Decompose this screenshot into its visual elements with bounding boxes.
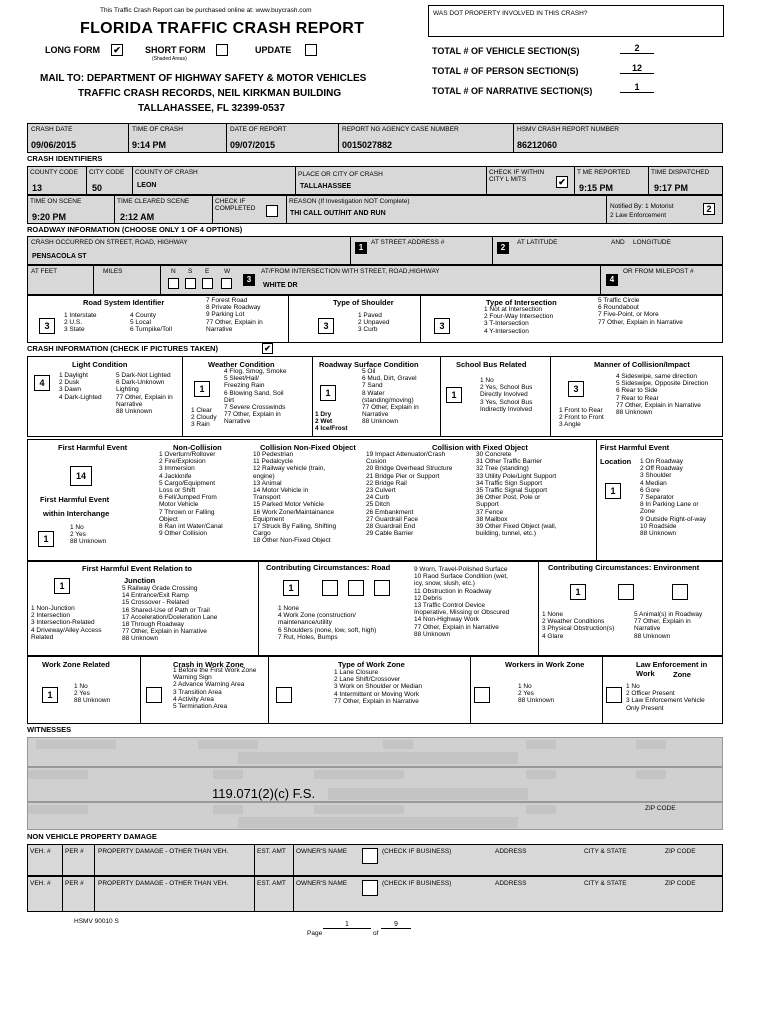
road-system-section xyxy=(27,295,723,343)
road-circ-box-4[interactable] xyxy=(374,580,390,596)
road-circ-box-3[interactable] xyxy=(348,580,364,596)
env-circ-title: Contributing Circumstances: Environment xyxy=(548,563,700,572)
latitude-label: AT LATITUDE xyxy=(517,239,558,246)
fixed-options-a: 19 Impact Attenuator/Crash Cusion 20 Bridge Overhead Structure 21 Bridge Pier or Support 22 Bridge Rail 23 Culvert 24 Curb 25 Ditch 26 Embankment 27 Guardrail Face 28 Guardrail End 29 Cable Barrier xyxy=(366,451,453,538)
interchange-value[interactable]: 1 xyxy=(38,531,54,547)
rsi-options-c: 7 Forest Road 8 Private Roadway 9 Parking Lot 77 Other, Explain in Narrative xyxy=(206,297,263,333)
weather-options-a: 1 Clear 2 Cloudy 3 Rain xyxy=(191,407,217,429)
fixed-title: Collision with Fixed Object xyxy=(432,443,528,452)
city-code[interactable]: 50 xyxy=(92,183,103,193)
notified-1: Notified By: 1 Motorist xyxy=(610,203,674,210)
street-label: CRASH OCCURRED ON STREET, ROAD, HIGHWAY xyxy=(31,239,188,246)
school-bus-options: 1 No 2 Yes, School Bus Directly Involved 3 Yes, School Bus Indirectly Involved xyxy=(480,377,533,413)
dot-property-label: WAS DOT PROPERTY INVOLVED IN THIS CRASH? xyxy=(433,10,588,17)
surface-options-b: 5 Oil 6 Mud, Dirt, Gravel 7 Sand 8 Water (standing/moving) 77 Other, Explain in Narrative 88 Unknown xyxy=(362,368,419,426)
report-date[interactable]: 09/07/2015 xyxy=(230,140,276,150)
at-feet-label: AT FEET xyxy=(31,268,58,275)
place-label: PLACE OR CITY OF CRASH xyxy=(298,171,383,178)
time-on-scene-label: TIME ON SCENE xyxy=(30,198,82,205)
person-sections-value: 12 xyxy=(620,63,654,74)
zip-label: ZIP CODE xyxy=(665,848,696,855)
toi-title: Type of Intersection xyxy=(486,298,557,307)
and-label: AND xyxy=(611,239,625,246)
hsmv-label: HSMV CRASH REPORT NUMBER xyxy=(517,126,619,133)
short-form-note: (Shaded Areas) xyxy=(152,56,187,62)
crash-identifiers-header: CRASH IDENTIFIERS xyxy=(27,154,103,163)
env-circ-options-b: 5 Animal(s) in Roadway 77 Other, Explain in Narrative 88 Unknown xyxy=(634,611,703,640)
junction-title: First Harmful Event Relation to xyxy=(82,564,193,573)
light-value[interactable]: 4 xyxy=(34,375,50,391)
intersection[interactable]: WHITE DR xyxy=(263,282,298,289)
weather-value[interactable]: 1 xyxy=(194,381,210,397)
option-1-marker: 1 xyxy=(355,242,367,254)
fhe-location-value[interactable]: 1 xyxy=(605,483,621,499)
crash-top-row xyxy=(27,123,723,153)
business-label-2: (CHECK IF BUSINESS) xyxy=(382,880,452,887)
street[interactable]: PENSACOLA ST xyxy=(32,253,87,260)
owner-name-label: OWNER'S NAME xyxy=(296,848,348,855)
wz-law-title: Law Enforcement in Work xyxy=(636,660,708,678)
road-circ-options-a: 1 None 4 Work Zone (construction/ maintenance/utility 6 Shoulders (none, low, soft, high) 7 Rut, Holes, Bumps xyxy=(278,605,377,641)
fhe-location-options: 1 On Roadway 2 Off Roadway 3 Shoulder 4 Median 6 Gore 7 Separator 8 In Parking Lane or Zone 9 Outside Right-of-way 10 Roadside 88 Unknown xyxy=(640,458,707,538)
long-form-label: LONG FORM xyxy=(45,45,100,55)
roadway-row-2 xyxy=(27,265,723,295)
witness-zip-label: ZIP CODE xyxy=(645,805,676,812)
report-date-label: DATE OF REPORT xyxy=(230,126,287,133)
road-circ-box-2[interactable] xyxy=(322,580,338,596)
shoulder-title: Type of Shoulder xyxy=(333,298,394,307)
damage-label: PROPERTY DAMAGE - OTHER THAN VEH. xyxy=(98,848,229,855)
identifiers-row-1 xyxy=(27,166,723,195)
wz-workers-value[interactable] xyxy=(474,687,490,703)
mail-line-3: TALLAHASSEE, FL 32399-0537 xyxy=(138,103,285,114)
witness-statute: 119.071(2)(c) F.S. xyxy=(212,786,316,801)
witness-row-3 xyxy=(27,802,723,830)
identifiers-row-2 xyxy=(27,195,723,224)
env-circ-options-a: 1 None 2 Weather Conditions 3 Physical Obstruction(s) 4 Glare xyxy=(542,611,615,640)
zip-label-2: ZIP CODE xyxy=(665,880,696,887)
property-row-2 xyxy=(27,876,723,912)
wz-crash-title: Crash in Work Zone xyxy=(173,660,244,669)
toi-options-a: 1 Not at Intersection 2 Four-Way Intersection 3 T-Intersection 4 Y-Intersection xyxy=(484,306,554,335)
junction-options-a: 1 Non-Junction 2 Intersection 3 Intersection-Related 4 Driveway/Alley Access Related xyxy=(31,605,102,641)
rsi-value[interactable]: 3 xyxy=(39,318,55,334)
school-bus-value[interactable]: 1 xyxy=(446,387,462,403)
wz-law-title-2: Zone xyxy=(673,670,691,679)
collision-title: Manner of Collision/Impact xyxy=(594,360,690,369)
junction-value[interactable]: 1 xyxy=(54,578,70,594)
rsi-title: Road System Identifier xyxy=(83,298,165,307)
work-zone-section xyxy=(27,656,723,724)
dir-w-checkbox[interactable] xyxy=(221,278,232,289)
nonfixed-title: Collision Non-Fixed Object xyxy=(260,443,356,452)
dir-n-label: N xyxy=(171,268,176,275)
option-2-marker: 2 xyxy=(497,242,509,254)
rsi-options-a: 1 Interstate 2 U.S. 3 State xyxy=(64,312,97,334)
dir-s-checkbox[interactable] xyxy=(185,278,196,289)
witnesses-header: WITNESSES xyxy=(27,725,72,734)
narrative-sections-label: TOTAL # OF NARRATIVE SECTION(S) xyxy=(432,86,593,96)
wz-related-title: Work Zone Related xyxy=(42,660,110,669)
junction-section xyxy=(27,561,723,656)
crash-time[interactable]: 9:14 PM xyxy=(132,140,167,150)
crash-conditions-section xyxy=(27,356,723,437)
wz-workers-options: 1 No 2 Yes 88 Unknown xyxy=(518,683,555,705)
county-code-label: COUNTY CODE xyxy=(30,169,78,176)
noncollision-title: Non-Collision xyxy=(173,443,222,452)
dir-e-label: E xyxy=(205,268,210,275)
roadway-header: ROADWAY INFORMATION (CHOOSE ONLY 1 OF 4 OPTIONS) xyxy=(27,225,243,234)
wz-law-value[interactable] xyxy=(606,687,622,703)
short-form-checkbox[interactable] xyxy=(216,44,228,56)
address-label-2: ADDRESS xyxy=(495,880,527,887)
time-dispatched-label: TIME DISPATCHED xyxy=(651,169,710,176)
agency-case-label: REPORT NG AGENCY CASE NUMBER xyxy=(342,126,459,133)
form-number: HSMV 90010 S xyxy=(74,918,119,925)
vehicle-sections-label: TOTAL # OF VEHICLE SECTION(S) xyxy=(432,46,580,56)
surface-title: Roadway Surface Condition xyxy=(319,360,419,369)
damage-label-2: PROPERTY DAMAGE - OTHER THAN VEH. xyxy=(98,880,229,887)
witness-row-2 xyxy=(27,767,723,802)
wz-type-options: 1 Lane Closure 2 Lane Shift/Crossover 3 Work on Shoulder or Median 4 Intermittent or Moving Work 77 Other, Explain in Narrative xyxy=(334,669,423,705)
update-label: UPDATE xyxy=(255,45,292,55)
vehicle-sections-value: 2 xyxy=(620,43,654,54)
dot-property-box[interactable] xyxy=(428,5,724,37)
road-circ-title: Contributing Circumstances: Road xyxy=(266,563,391,572)
wz-related-options: 1 No 2 Yes 88 Unknown xyxy=(74,683,111,705)
page-number: 1 xyxy=(323,921,371,929)
reason[interactable]: THI CALL OUT/HIT AND RUN xyxy=(290,210,386,217)
fhe-title: First Harmful Event xyxy=(58,443,128,452)
completed-checkbox[interactable] xyxy=(266,205,278,217)
business-label: (CHECK IF BUSINESS) xyxy=(382,848,452,855)
est-amt-label-2: EST. AMT xyxy=(257,880,286,887)
time-reported-label: T ME REPORTED xyxy=(577,169,631,176)
notified-2: 2 Law Enforcement xyxy=(610,212,667,219)
roadway-row-1 xyxy=(27,236,723,265)
mail-line-1: MAIL TO: DEPARTMENT OF HIGHWAY SAFETY & MOTOR VEHICLES xyxy=(40,73,367,84)
surface-options-a: 1 Dry 2 Wet 4 Ice/Frost xyxy=(315,411,348,433)
veh-label-2: VEH. # xyxy=(30,880,51,887)
property-damage-header: NON VEHICLE PROPERTY DAMAGE xyxy=(27,832,157,841)
agency-case-number[interactable]: 0015027882 xyxy=(342,140,393,150)
shoulder-value[interactable]: 3 xyxy=(318,318,334,334)
nonfixed-options: 10 Pedestrian 11 Pedalcycle 12 Railway vehicle (train, engine) 13 Animal 14 Motor Vehicle in Transport 15 Parked Motor Vehicle 16 Work Zone/Maintainance Equipment 17 Struck By Falling, Shifting Cargo 18 Other Non-Fixed Object xyxy=(253,451,337,545)
wz-type-value[interactable] xyxy=(276,687,292,703)
wz-type-title: Type of Work Zone xyxy=(338,660,405,669)
time-cleared-label: TIME CLEARED SCENE xyxy=(117,198,190,205)
business-checkbox-1[interactable] xyxy=(362,848,378,864)
miles-label: MILES xyxy=(103,268,123,275)
county[interactable]: LEON xyxy=(137,182,157,189)
dir-e-checkbox[interactable] xyxy=(202,278,213,289)
option-4-marker: 4 xyxy=(606,274,618,286)
weather-title: Weather Condition xyxy=(208,360,275,369)
dir-n-checkbox[interactable] xyxy=(168,278,179,289)
harmful-event-section xyxy=(27,439,723,561)
time-on-scene[interactable]: 9:20 PM xyxy=(32,212,67,222)
crash-info-header: CRASH INFORMATION (CHECK IF PICTURES TAKEN) xyxy=(27,344,218,353)
city-state-label-2: CITY & STATE xyxy=(584,880,627,887)
notified-value[interactable]: 2 xyxy=(703,203,715,215)
city-limits-checkbox[interactable]: ✔ xyxy=(556,176,568,188)
dir-w-label: W xyxy=(224,268,231,275)
city-limits-label: CHECK IF WITHIN CITY L MITS xyxy=(489,169,545,183)
time-dispatched[interactable]: 9:17 PM xyxy=(654,183,689,193)
pictures-checkbox[interactable]: ✔ xyxy=(262,343,273,354)
short-form-label: SHORT FORM xyxy=(145,45,206,55)
env-circ-box-2[interactable] xyxy=(618,584,634,600)
place[interactable]: TALLAHASSEE xyxy=(300,183,352,190)
option-3-marker: 3 xyxy=(243,274,255,286)
reason-label: REASON (If Investigation NOT Complete) xyxy=(289,198,410,205)
wz-workers-title: Workers in Work Zone xyxy=(505,660,585,669)
time-reported[interactable]: 9:15 PM xyxy=(579,183,614,193)
witness-row-1 xyxy=(27,737,723,767)
junction-title-2: Junction xyxy=(124,576,156,585)
interchange-title-1: First Harmful Event xyxy=(40,495,110,504)
street-address-label: AT STREET ADDRESS # xyxy=(371,239,445,246)
time-cleared[interactable]: 2:12 AM xyxy=(120,212,155,222)
toi-options-b: 5 Traffic Circle 6 Roundabout 7 Five-Point, or More 77 Other, Explain in Narrative xyxy=(598,297,683,326)
crash-time-label: TIME OF CRASH xyxy=(132,126,183,133)
fhe-location-label: Location xyxy=(600,457,632,466)
wz-crash-value[interactable] xyxy=(146,687,162,703)
noncollision-options: 1 Overturn/Rollover 2 Fire/Explosion 3 Immersion 4 Jackknife 5 Cargo/Equipment Loss or Shift 6 Fell/Jumped From Motor Vehicle 7 Thrown or Falling Object 8 Ran int Water/Canal 9 Other Collision xyxy=(159,451,223,538)
property-row-1 xyxy=(27,844,723,876)
business-checkbox-2[interactable] xyxy=(362,880,378,896)
crash-date-label: CRASH DATE xyxy=(31,126,73,133)
wz-law-options: 1 No 2 Officer Present 3 Law Enforcement Vehicle Only Present xyxy=(626,683,705,712)
surface-value[interactable]: 1 xyxy=(320,385,336,401)
report-title: FLORIDA TRAFFIC CRASH REPORT xyxy=(80,20,365,37)
buycrash-note: This Traffic Crash Report can be purchased online at: www.buycrash.com xyxy=(100,7,312,14)
person-sections-label: TOTAL # OF PERSON SECTION(S) xyxy=(432,66,579,76)
weather-options-b: 4 Flog, Smog, Smoke 5 Sleet/Hail/ Freezing Rain 6 Blowing Sand, Soil Dirt 7 Severe Crosswinds 77 Other, Explain in Narrative xyxy=(224,368,287,426)
of-label: of xyxy=(373,930,379,937)
env-circ-value[interactable]: 1 xyxy=(570,584,586,600)
toi-value[interactable]: 3 xyxy=(434,318,450,334)
milepost-label: OR FROM MILEPOST # xyxy=(623,268,694,275)
page-total: 9 xyxy=(381,921,411,929)
rsi-options-b: 4 County 5 Local 6 Turnpike/Toll xyxy=(130,312,172,334)
interchange-options: 1 No 2 Yes 88 Unknown xyxy=(70,524,107,546)
per-label: PER # xyxy=(65,848,84,855)
page-label: Page xyxy=(307,930,323,937)
est-amt-label: EST. AMT xyxy=(257,848,286,855)
mail-line-2: TRAFFIC CRASH RECORDS, NEIL KIRKMAN BUILDING xyxy=(78,88,342,99)
long-form-checkbox[interactable]: ✔ xyxy=(111,44,123,56)
dir-s-label: S xyxy=(188,268,193,275)
owner-name-label-2: OWNER'S NAME xyxy=(296,880,348,887)
school-bus-title: School Bus Related xyxy=(456,360,527,369)
county-code[interactable]: 13 xyxy=(32,183,43,193)
update-checkbox[interactable] xyxy=(305,44,317,56)
collision-options-b: 4 Sideswipe, same direction 5 Sideswipe, Opposite Direction 6 Rear to Side 7 Rear to Rear 77 Other, Explain in Narrative 88 Unknown xyxy=(616,373,709,417)
completed-label: CHECK IF COMPLETED xyxy=(215,198,256,212)
longitude-label: LONGITUDE xyxy=(633,239,671,246)
env-circ-box-3[interactable] xyxy=(672,584,688,600)
junction-options-b: 5 Railway Grade Crossing 14 Entrance/Exit Ramp 15 Crossover - Related 16 Shared-Use of Path or Trail 17 Acceleration/Dceleration Lane 18 Through Roadway 77 Other, Explain in Narrative 88 Unknown xyxy=(122,585,218,643)
road-circ-value[interactable]: 1 xyxy=(283,580,299,596)
narrative-sections-value: 1 xyxy=(620,82,654,93)
address-label: ADDRESS xyxy=(495,848,527,855)
county-label: COUNTY OF CRASH xyxy=(135,169,198,176)
fhe-value[interactable]: 14 xyxy=(70,466,92,486)
city-state-label: CITY & STATE xyxy=(584,848,627,855)
shoulder-options: 1 Paved 2 Unpaved 3 Curb xyxy=(358,312,390,334)
road-circ-options-b: 9 Worn, Travel-Polished Surface 10 Raod Surface Condition (wet, icy, snow, slush, etc.) 11 Obstruction in Roadway 12 Debris 13 Traffic Control Device Inoperative, Missing or Obscured 14 Non-Highway Work 77 Other, Explain in Narrative 88 Unknown xyxy=(414,566,510,638)
light-title: Light Condition xyxy=(72,360,128,369)
fixed-options-b: 30 Concrete 31 Other Traffic Barrier 32 Tree (standing) 33 Utility Pole/Light Support 34 Traffic Sign Support 35 Traffic Signal Support 36 Other Post, Pole or Support 37 Fence 38 Mailbox 39 Other Fixed Object (wall, building, tunnel, etc.) xyxy=(476,451,557,538)
collision-options-a: 1 Front to Rear 2 Front to Front 3 Angle xyxy=(559,407,604,429)
light-options-a: 1 Daylight 2 Dusk 3 Dawn 4 Dark-Lighted xyxy=(59,372,102,401)
light-options-b: 5 Dark-Not Lighted 6 Dark-Unknown Lighting 77 Other, Explain in Narrative 88 Unknown xyxy=(116,372,173,416)
veh-label: VEH. # xyxy=(30,848,51,855)
collision-value[interactable]: 3 xyxy=(568,381,584,397)
per-label-2: PER # xyxy=(65,880,84,887)
intersection-label: AT/FROM INTERSECTION WITH STREET, ROAD,HIGHWAY xyxy=(261,268,440,275)
city-code-label: CITY CODE xyxy=(89,169,125,176)
crash-date[interactable]: 09/06/2015 xyxy=(31,140,77,150)
hsmv-number[interactable]: 86212060 xyxy=(517,140,558,150)
wz-related-value[interactable]: 1 xyxy=(42,687,58,703)
fhe-location-title: First Harmful Event xyxy=(600,443,670,452)
wz-crash-options: 1 Before the First Work Zone Warning Sign 2 Advance Warning Area 3 Transition Area 4 Activity Area 5 Termination Area xyxy=(173,667,257,711)
interchange-title-2: within Interchange xyxy=(43,509,110,518)
